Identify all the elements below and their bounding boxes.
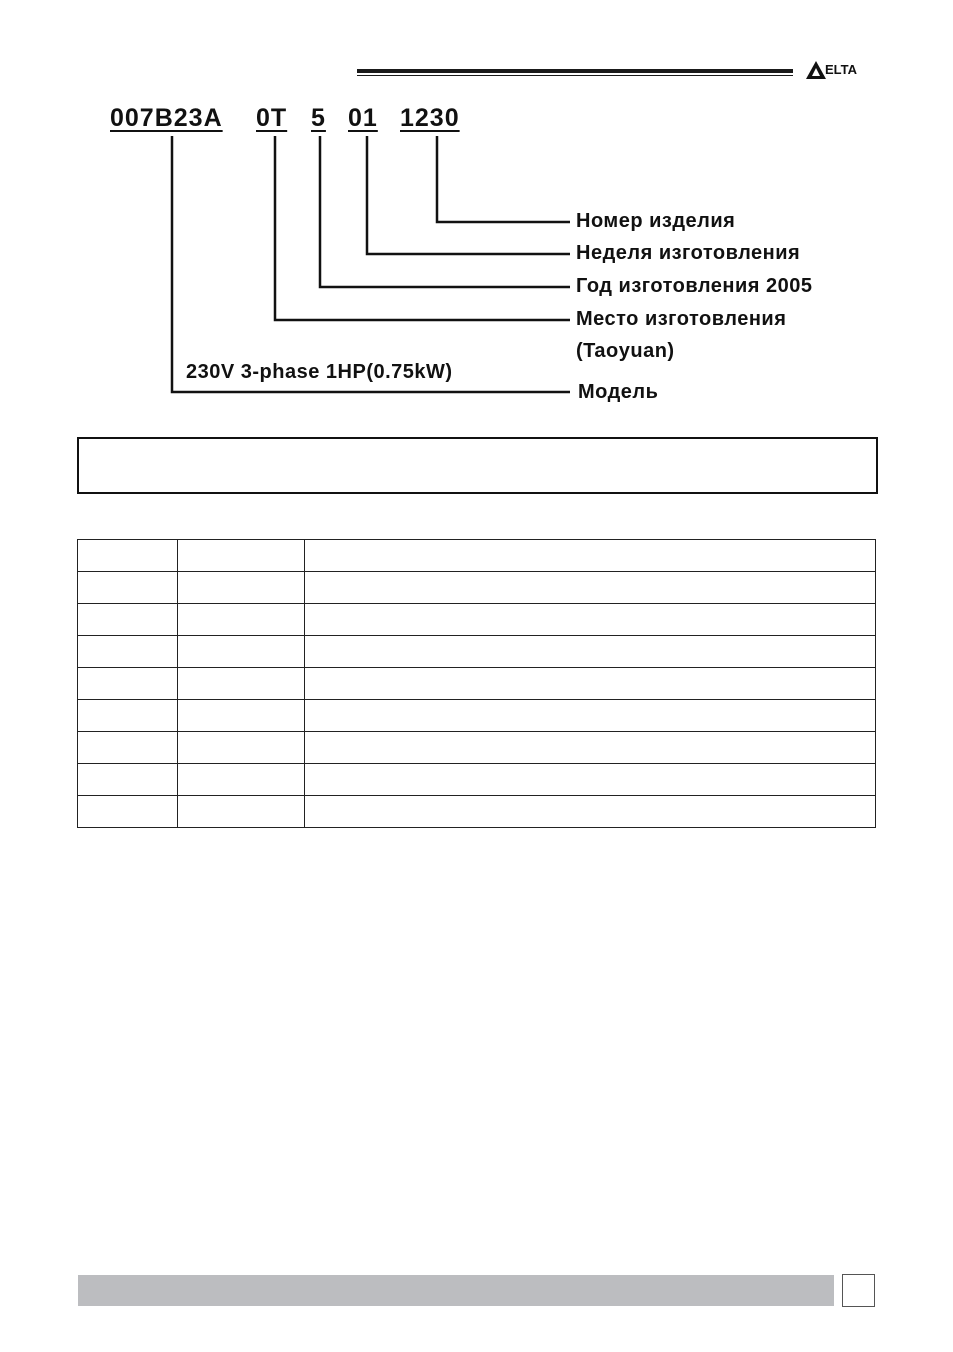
label-week: Неделя изготовления xyxy=(576,242,801,264)
footer-bar xyxy=(78,1275,834,1306)
table-cell xyxy=(178,636,305,668)
table-row xyxy=(78,540,876,572)
label-serial-number: Номер изделия xyxy=(576,210,736,232)
table-cell xyxy=(78,764,178,796)
table-cell xyxy=(178,540,305,572)
table-cell xyxy=(178,604,305,636)
table-row xyxy=(78,764,876,796)
table-cell xyxy=(305,764,876,796)
label-year: Год изготовления 2005 xyxy=(576,275,813,297)
table-cell xyxy=(178,572,305,604)
leader-lines xyxy=(0,0,953,420)
table-row xyxy=(78,732,876,764)
table-cell xyxy=(78,540,178,572)
table-cell xyxy=(305,796,876,828)
table-cell xyxy=(305,700,876,732)
table-cell xyxy=(305,604,876,636)
table-cell xyxy=(305,636,876,668)
table-row xyxy=(78,604,876,636)
table-cell xyxy=(78,732,178,764)
table-cell xyxy=(78,668,178,700)
table-row xyxy=(78,636,876,668)
label-model: Модель xyxy=(578,381,659,403)
code-model: 007B23A xyxy=(110,104,223,132)
table-cell xyxy=(178,700,305,732)
notice-box xyxy=(77,437,878,494)
model-table xyxy=(77,539,876,828)
table-cell xyxy=(305,540,876,572)
code-serial-number: 1230 xyxy=(400,104,460,132)
table-row xyxy=(78,700,876,732)
table-cell xyxy=(305,732,876,764)
table-cell xyxy=(178,668,305,700)
table-cell xyxy=(178,796,305,828)
table-cell xyxy=(78,572,178,604)
label-site-line2: (Taoyuan) xyxy=(576,340,675,362)
table-cell xyxy=(178,732,305,764)
page-number-box xyxy=(842,1274,875,1307)
table-row xyxy=(78,572,876,604)
label-site-line1: Место изготовления xyxy=(576,308,787,330)
table-row xyxy=(78,668,876,700)
code-week: 01 xyxy=(348,104,378,132)
table-cell xyxy=(305,572,876,604)
code-production-site: 0T xyxy=(256,104,288,132)
label-model-description: 230V 3-phase 1HP(0.75kW) xyxy=(186,361,453,383)
table-row xyxy=(78,796,876,828)
code-year: 5 xyxy=(311,104,326,132)
logo-text: ELTA xyxy=(825,62,858,77)
table-cell xyxy=(78,604,178,636)
table-cell xyxy=(178,764,305,796)
table-cell xyxy=(305,668,876,700)
table-cell xyxy=(78,796,178,828)
table-cell xyxy=(78,700,178,732)
table-cell xyxy=(78,636,178,668)
